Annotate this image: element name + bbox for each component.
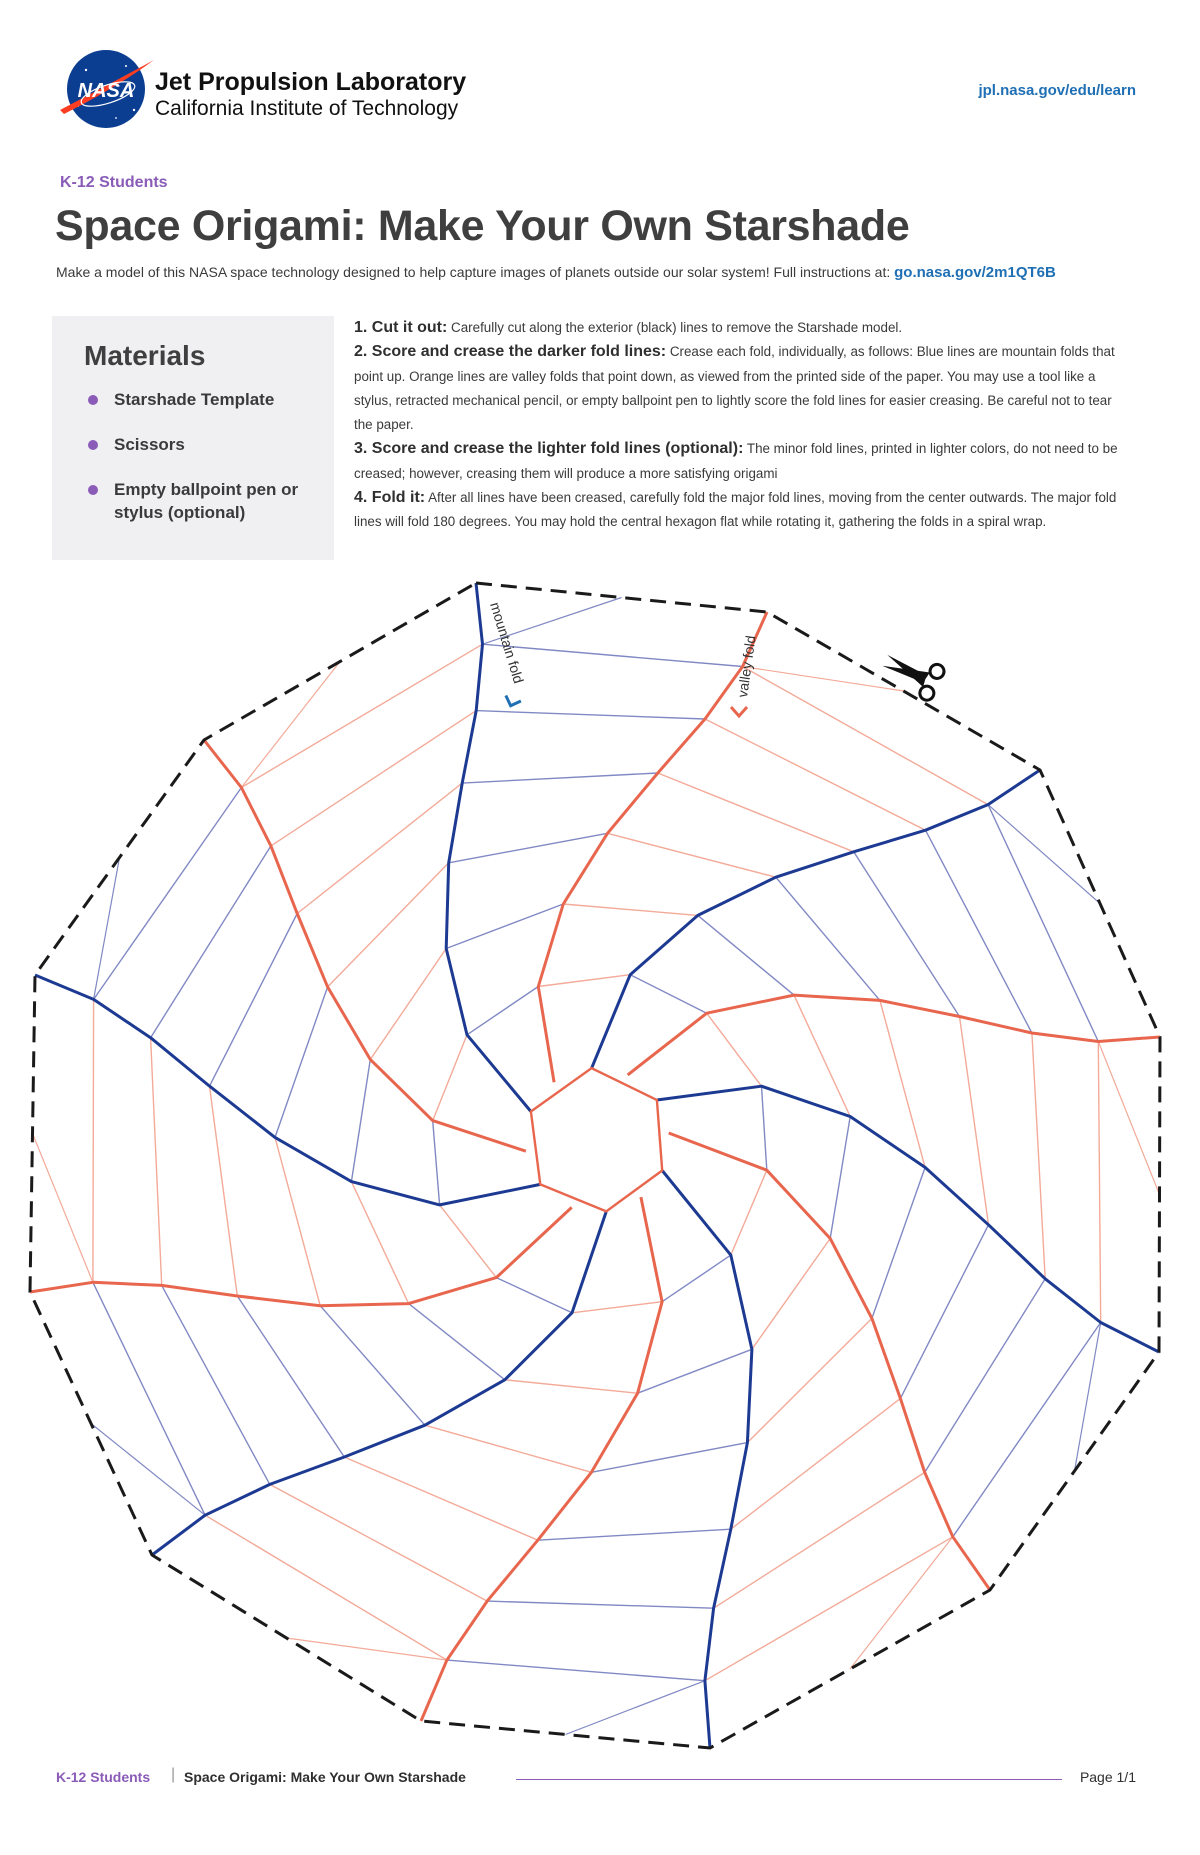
org-subtitle: California Institute of Technology <box>155 97 459 120</box>
minor-fold-line <box>776 877 880 1000</box>
valley-chevron-icon <box>731 707 747 716</box>
valley-fold-line <box>538 612 767 1082</box>
mountain-fold-line <box>35 975 540 1205</box>
intro-body: Make a model of this NASA space technology designed to help capture images of planets outside our solar system! Full instructions at: <box>56 264 895 280</box>
minor-fold-line <box>241 662 340 788</box>
instruction-steps <box>354 316 1124 535</box>
minor-fold-line <box>707 1013 762 1086</box>
minor-fold-line <box>1098 1042 1100 1323</box>
minor-fold-line <box>953 1323 1101 1537</box>
major-fold-lines <box>30 583 1160 1748</box>
bullet-icon <box>88 485 98 495</box>
minor-fold-line <box>762 1086 767 1170</box>
minor-fold-line <box>446 904 563 949</box>
audience-label: K-12 Students <box>60 174 168 191</box>
minor-fold-line <box>505 1380 638 1393</box>
footer-separator: | <box>171 1766 176 1783</box>
minor-fold-line <box>433 1121 440 1205</box>
minor-fold-line <box>487 1601 713 1608</box>
instructions-link[interactable]: go.nasa.gov/2m1QT6B <box>894 264 1056 281</box>
valley-fold-label: valley fold <box>734 634 759 699</box>
minor-fold-line <box>743 667 904 692</box>
page-number: Page 1/1 <box>1079 1769 1136 1785</box>
org-name: Jet Propulsion Laboratory <box>155 68 467 96</box>
minor-fold-line <box>205 1515 447 1660</box>
minor-fold-line <box>476 711 705 719</box>
minor-fold-line <box>351 1182 408 1304</box>
footer-title: Space Origami: Make Your Own Starshade <box>184 1769 466 1785</box>
minor-fold-line <box>275 987 328 1138</box>
minor-fold-line <box>566 1681 705 1735</box>
materials-item: Scissors <box>84 433 324 456</box>
minor-fold-line <box>662 1255 731 1302</box>
minor-fold-line <box>658 773 854 852</box>
minor-fold-line <box>162 1285 270 1484</box>
valley-fold-line <box>628 995 1160 1075</box>
nasa-logo <box>56 48 156 130</box>
bullet-icon <box>88 395 98 405</box>
minor-fold-line <box>630 975 707 1014</box>
minor-fold-line <box>926 830 1032 1033</box>
minor-fold-line <box>93 1282 205 1515</box>
bullet-icon <box>88 440 98 450</box>
minor-fold-line <box>344 1457 538 1540</box>
step-1: 1. Cut it out: Carefully cut along the exterior (black) lines to remove the Starshade model. <box>354 319 903 336</box>
minor-fold-line <box>297 783 462 913</box>
minor-fold-line <box>705 719 926 830</box>
materials-item: Empty ballpoint pen or stylus (optional) <box>84 478 324 524</box>
minor-fold-line <box>743 667 988 805</box>
mountain-fold-label: mountain fold <box>487 600 528 686</box>
minor-fold-line <box>731 1170 767 1255</box>
minor-fold-line <box>988 805 1100 904</box>
minor-fold-line <box>94 788 242 1000</box>
minor-fold-line <box>496 1278 572 1313</box>
minor-fold-line <box>1075 1323 1101 1472</box>
minor-fold-line <box>467 987 538 1035</box>
minor-fold-line <box>91 1424 205 1516</box>
materials-box <box>52 316 334 560</box>
valley-fold-line <box>30 1207 572 1305</box>
minor-fold-line <box>151 846 271 1038</box>
page-title: Space Origami: Make Your Own Starshade <box>55 202 910 250</box>
minor-fold-line <box>591 1443 747 1473</box>
minor-fold-line <box>572 1302 662 1313</box>
minor-fold-line <box>731 1399 901 1530</box>
minor-fold-line <box>872 1167 925 1318</box>
minor-fold-line <box>151 1038 162 1286</box>
minor-fold-line <box>747 1318 872 1442</box>
minor-fold-line <box>409 1304 505 1380</box>
minor-fold-line <box>538 975 630 987</box>
footer-rule <box>516 1779 1062 1780</box>
mountain-fold-line <box>657 1086 1159 1352</box>
minor-fold-line <box>275 1137 320 1305</box>
footer-audience: K-12 Students <box>56 1769 151 1785</box>
minor-fold-line <box>370 949 446 1060</box>
logo-wordmark: NASA <box>77 80 135 102</box>
minor-fold-line <box>449 833 608 863</box>
minor-fold-line <box>714 1472 925 1608</box>
step-2: 2. Score and crease the darker fold lines: Crease each fold, individually, as follows: Blue lines are mountain folds that point up. Orange lines are valley folds that point down, as viewed from the printed side of the paper. You may use a tool like a stylus, retracted mechanical pencil, or empty ballpoint pen to lightly score the fold lines for easier creasing. Be careful not to tear the paper. <box>354 343 1115 433</box>
minor-fold-line <box>328 863 449 987</box>
minor-fold-line <box>705 1537 953 1681</box>
minor-fold-line <box>850 1537 953 1669</box>
minor-fold-line <box>351 1060 370 1182</box>
step-4: 4. Fold it: After all lines have been creased, carefully fold the major fold lines, moving from the center outwards. The major fold lines will fold 180 degrees. You may hold the central hexagon flat while rotating it, gathering the folds in a spiral wrap. <box>354 489 1117 530</box>
minor-fold-line <box>271 711 476 846</box>
materials-item: Starshade Template <box>84 388 324 411</box>
minor-fold-line <box>94 858 120 1000</box>
minor-fold-line <box>210 1086 238 1296</box>
step-3: 3. Score and crease the lighter fold lines (optional): The minor fold lines, printed in lighter colors, do not need to be creased; however, creasing them will produce a more satisfying origami <box>354 440 1118 481</box>
starshade-template <box>0 570 1200 1755</box>
minor-fold-line <box>462 773 658 783</box>
minor-fold-line <box>538 1529 731 1540</box>
minor-fold-line <box>320 1306 425 1426</box>
minor-fold-line <box>988 805 1098 1042</box>
minor-fold-line <box>447 1660 705 1681</box>
minor-fold-line <box>425 1425 592 1472</box>
minor-fold-line <box>830 1117 850 1239</box>
valley-fold-line <box>421 1197 662 1721</box>
central-hexagon <box>531 1068 662 1211</box>
minor-fold-line <box>638 1349 752 1393</box>
minor-fold-line <box>33 1134 93 1283</box>
minor-fold-lines <box>33 598 1160 1735</box>
minor-fold-line <box>608 833 776 877</box>
minor-fold-line <box>925 1279 1045 1473</box>
minor-fold-line <box>563 904 698 915</box>
materials-list <box>84 388 324 546</box>
minor-fold-line <box>1032 1033 1045 1279</box>
intro-text <box>56 264 1056 281</box>
minor-fold-line <box>900 1225 988 1399</box>
header-url-link[interactable]: jpl.nasa.gov/edu/learn <box>978 82 1136 99</box>
scissors-icon <box>877 643 947 702</box>
minor-fold-line <box>270 1484 487 1601</box>
materials-heading: Materials <box>84 340 206 371</box>
minor-fold-line <box>1098 1042 1159 1195</box>
minor-fold-line <box>237 1296 344 1457</box>
minor-fold-line <box>854 852 960 1017</box>
minor-fold-line <box>960 1017 989 1225</box>
minor-fold-line <box>241 644 482 787</box>
minor-fold-line <box>210 914 298 1087</box>
minor-fold-line <box>440 1205 497 1278</box>
minor-fold-line <box>433 1035 467 1121</box>
cut-line <box>30 583 1160 1748</box>
minor-fold-line <box>698 915 794 995</box>
minor-fold-line <box>752 1239 830 1350</box>
mountain-chevron-icon <box>503 696 521 709</box>
minor-fold-line <box>794 995 850 1116</box>
minor-fold-line <box>287 1638 447 1660</box>
minor-fold-line <box>93 999 94 1282</box>
